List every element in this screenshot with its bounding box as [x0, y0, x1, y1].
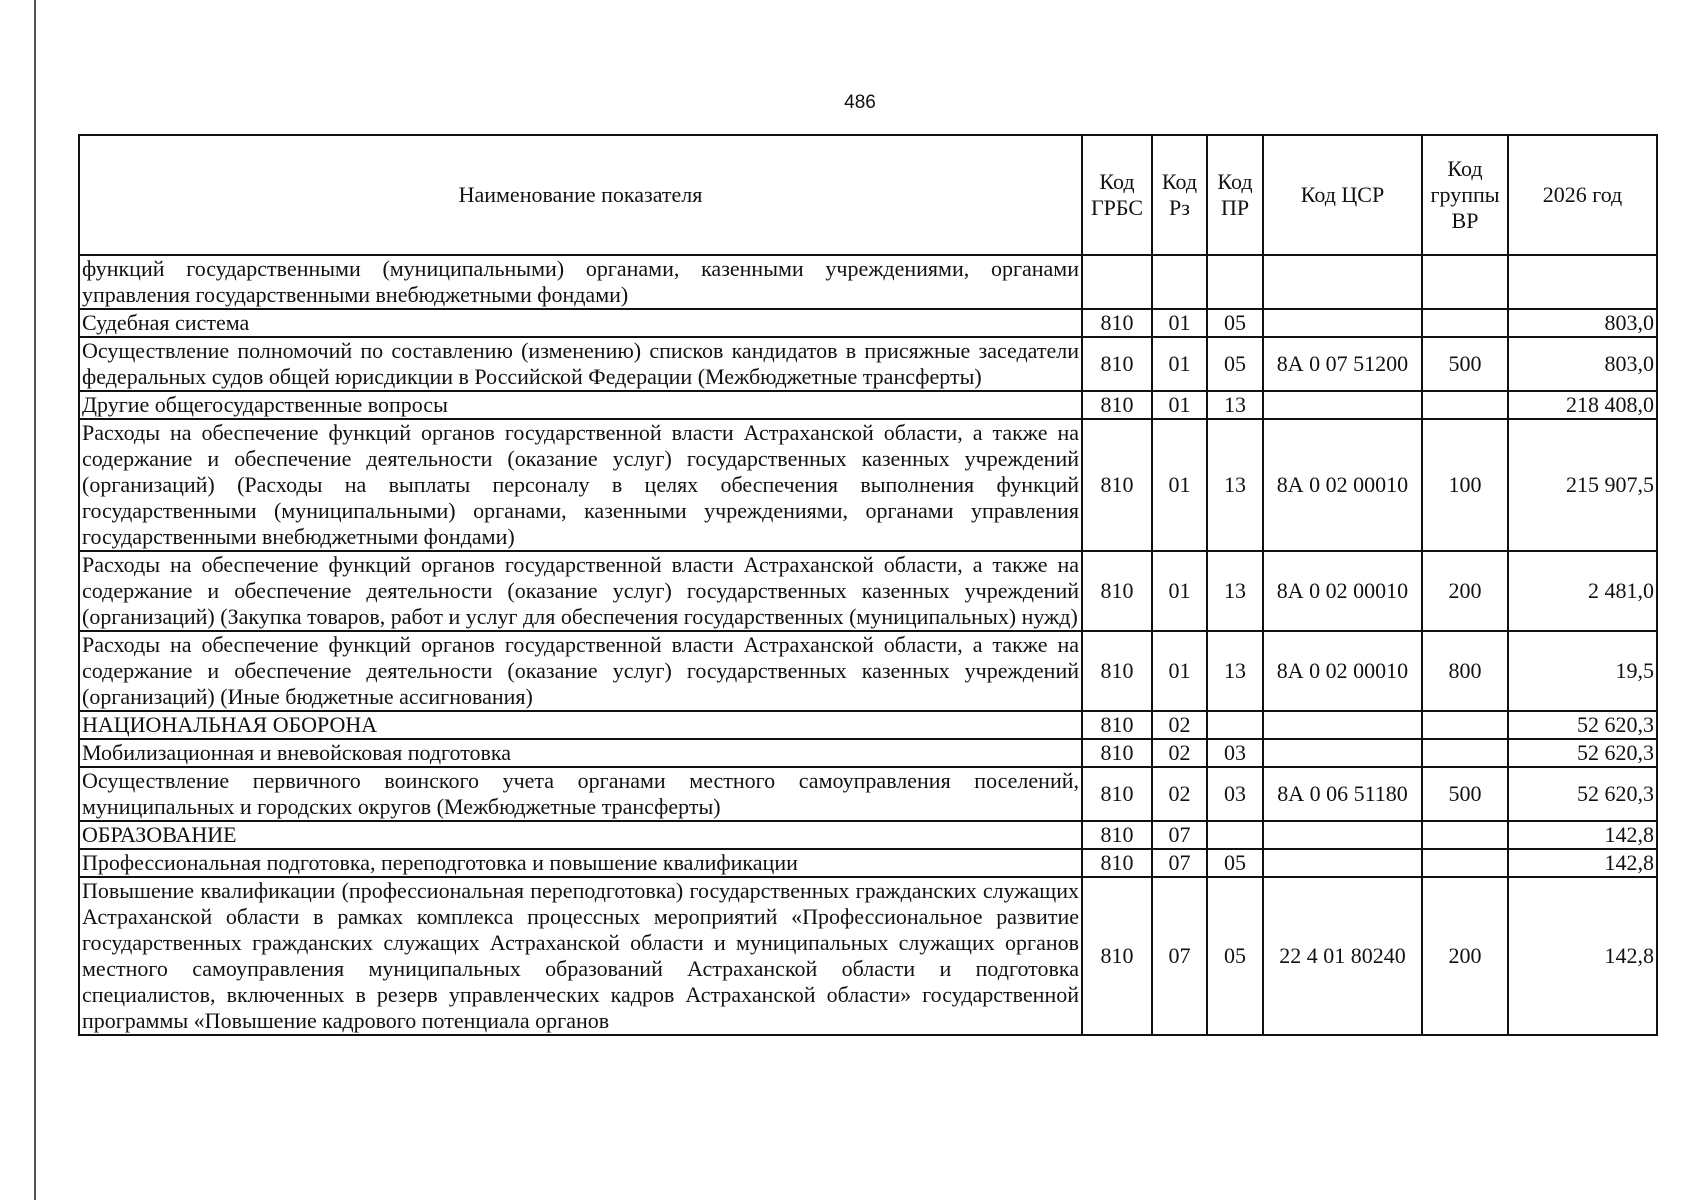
budget-table [78, 134, 1658, 1036]
cell-grbs [1082, 255, 1152, 309]
cell-grbs: 810 [1082, 551, 1152, 631]
cell-name: Расходы на обеспечение функций органов государственной власти Астраханской области, а также на содержание и обеспечение деятельности (оказание услуг) государственных казенных учреждений (организаций) (Расходы на выплаты персоналу в целях обеспечения выполнения функций государственными (муниципальными) органами, казенными учреждениями, органами управления государственными внебюджетными фондами) [79, 419, 1082, 551]
cell-rz: 01 [1152, 337, 1207, 391]
cell-csr: 22 4 01 80240 [1263, 877, 1422, 1035]
cell-name: Повышение квалификации (профессиональная переподготовка) государственных гражданских служащих Астраханской области в рамках комплекса процессных мероприятий «Профессиональное развитие государственных гражданских служащих Астраханской области и муниципальных служащих органов местного самоуправления муниципальных образований Астраханской области и подготовка специалистов, включенных в резерв управленческих кадров Астраханской области» государственной программы «Повышение кадрового потенциала органов [79, 877, 1082, 1035]
cell-rz: 07 [1152, 849, 1207, 877]
cell-grbs: 810 [1082, 739, 1152, 767]
cell-csr: 8А 0 02 00010 [1263, 419, 1422, 551]
cell-name: Судебная система [79, 309, 1082, 337]
cell-rz: 01 [1152, 391, 1207, 419]
cell-rz: 07 [1152, 877, 1207, 1035]
cell-pr [1207, 711, 1263, 739]
header-pr: Код ПР [1207, 135, 1263, 255]
header-vr: Код группы ВР [1422, 135, 1508, 255]
cell-name: функций государственными (муниципальными) органами, казенными учреждениями, органами управления государственными внебюджетными фондами) [79, 255, 1082, 309]
cell-grbs: 810 [1082, 711, 1152, 739]
cell-sum: 52 620,3 [1508, 739, 1657, 767]
table-row [79, 821, 1657, 849]
cell-csr [1263, 309, 1422, 337]
cell-rz: 02 [1152, 767, 1207, 821]
page-number: 486 [844, 92, 876, 113]
cell-sum: 52 620,3 [1508, 711, 1657, 739]
cell-grbs: 810 [1082, 821, 1152, 849]
header-name: Наименование показателя [79, 135, 1082, 255]
binding-line [34, 0, 36, 1200]
cell-pr: 13 [1207, 551, 1263, 631]
cell-grbs: 810 [1082, 419, 1152, 551]
cell-pr: 05 [1207, 337, 1263, 391]
cell-grbs: 810 [1082, 767, 1152, 821]
cell-vr: 500 [1422, 767, 1508, 821]
cell-grbs: 810 [1082, 337, 1152, 391]
cell-name: Осуществление первичного воинского учета органами местного самоуправления поселений, муниципальных и городских округов (Межбюджетные трансферты) [79, 767, 1082, 821]
cell-sum: 142,8 [1508, 849, 1657, 877]
cell-csr: 8А 0 02 00010 [1263, 551, 1422, 631]
cell-name: Расходы на обеспечение функций органов государственной власти Астраханской области, а также на содержание и обеспечение деятельности (оказание услуг) государственных казенных учреждений (организаций) (Иные бюджетные ассигнования) [79, 631, 1082, 711]
cell-vr [1422, 255, 1508, 309]
table-row [79, 419, 1657, 551]
cell-rz [1152, 255, 1207, 309]
cell-rz: 01 [1152, 551, 1207, 631]
cell-vr [1422, 711, 1508, 739]
table-row [79, 849, 1657, 877]
cell-vr [1422, 391, 1508, 419]
table-row [79, 551, 1657, 631]
cell-vr: 200 [1422, 877, 1508, 1035]
cell-grbs: 810 [1082, 849, 1152, 877]
cell-csr: 8А 0 02 00010 [1263, 631, 1422, 711]
cell-csr [1263, 739, 1422, 767]
cell-grbs: 810 [1082, 391, 1152, 419]
table-header-row [79, 135, 1657, 255]
cell-rz: 01 [1152, 631, 1207, 711]
cell-pr: 13 [1207, 631, 1263, 711]
cell-sum: 142,8 [1508, 821, 1657, 849]
cell-pr: 03 [1207, 739, 1263, 767]
cell-sum [1508, 255, 1657, 309]
cell-grbs: 810 [1082, 877, 1152, 1035]
table-row [79, 391, 1657, 419]
table-row [79, 255, 1657, 309]
cell-csr [1263, 255, 1422, 309]
table-row [79, 739, 1657, 767]
table-body [79, 255, 1657, 1035]
cell-sum: 2 481,0 [1508, 551, 1657, 631]
cell-csr: 8А 0 06 51180 [1263, 767, 1422, 821]
cell-vr [1422, 309, 1508, 337]
table-row [79, 337, 1657, 391]
cell-rz: 01 [1152, 309, 1207, 337]
cell-rz: 01 [1152, 419, 1207, 551]
cell-csr: 8А 0 07 51200 [1263, 337, 1422, 391]
cell-pr: 03 [1207, 767, 1263, 821]
cell-pr: 05 [1207, 877, 1263, 1035]
cell-sum: 142,8 [1508, 877, 1657, 1035]
table-row [79, 877, 1657, 1035]
table-row [79, 631, 1657, 711]
cell-name: НАЦИОНАЛЬНАЯ ОБОРОНА [79, 711, 1082, 739]
cell-rz: 02 [1152, 711, 1207, 739]
cell-vr: 100 [1422, 419, 1508, 551]
cell-csr [1263, 391, 1422, 419]
cell-pr: 13 [1207, 391, 1263, 419]
cell-pr: 13 [1207, 419, 1263, 551]
cell-name: Осуществление полномочий по составлению (изменению) списков кандидатов в присяжные заседатели федеральных судов общей юрисдикции в Российской Федерации (Межбюджетные трансферты) [79, 337, 1082, 391]
cell-pr [1207, 255, 1263, 309]
table-row [79, 309, 1657, 337]
cell-rz: 02 [1152, 739, 1207, 767]
cell-csr [1263, 711, 1422, 739]
cell-name: ОБРАЗОВАНИЕ [79, 821, 1082, 849]
cell-vr [1422, 739, 1508, 767]
cell-name: Профессиональная подготовка, переподготовка и повышение квалификации [79, 849, 1082, 877]
cell-pr: 05 [1207, 849, 1263, 877]
header-rz: Код Рз [1152, 135, 1207, 255]
cell-vr [1422, 849, 1508, 877]
cell-pr [1207, 821, 1263, 849]
cell-sum: 215 907,5 [1508, 419, 1657, 551]
cell-name: Мобилизационная и вневойсковая подготовка [79, 739, 1082, 767]
cell-csr [1263, 821, 1422, 849]
cell-name: Другие общегосударственные вопросы [79, 391, 1082, 419]
header-grbs: Код ГРБС [1082, 135, 1152, 255]
cell-csr [1263, 849, 1422, 877]
cell-rz: 07 [1152, 821, 1207, 849]
table-row [79, 767, 1657, 821]
cell-grbs: 810 [1082, 631, 1152, 711]
cell-sum: 803,0 [1508, 309, 1657, 337]
cell-pr: 05 [1207, 309, 1263, 337]
cell-grbs: 810 [1082, 309, 1152, 337]
cell-vr [1422, 821, 1508, 849]
cell-sum: 52 620,3 [1508, 767, 1657, 821]
cell-vr: 800 [1422, 631, 1508, 711]
cell-sum: 218 408,0 [1508, 391, 1657, 419]
header-year: 2026 год [1508, 135, 1657, 255]
cell-vr: 200 [1422, 551, 1508, 631]
cell-name: Расходы на обеспечение функций органов государственной власти Астраханской области, а также на содержание и обеспечение деятельности (оказание услуг) государственных казенных учреждений (организаций) (Закупка товаров, работ и услуг для обеспечения государственных (муниципальных) нужд) [79, 551, 1082, 631]
table-row [79, 711, 1657, 739]
cell-vr: 500 [1422, 337, 1508, 391]
header-csr: Код ЦСР [1263, 135, 1422, 255]
cell-sum: 19,5 [1508, 631, 1657, 711]
cell-sum: 803,0 [1508, 337, 1657, 391]
